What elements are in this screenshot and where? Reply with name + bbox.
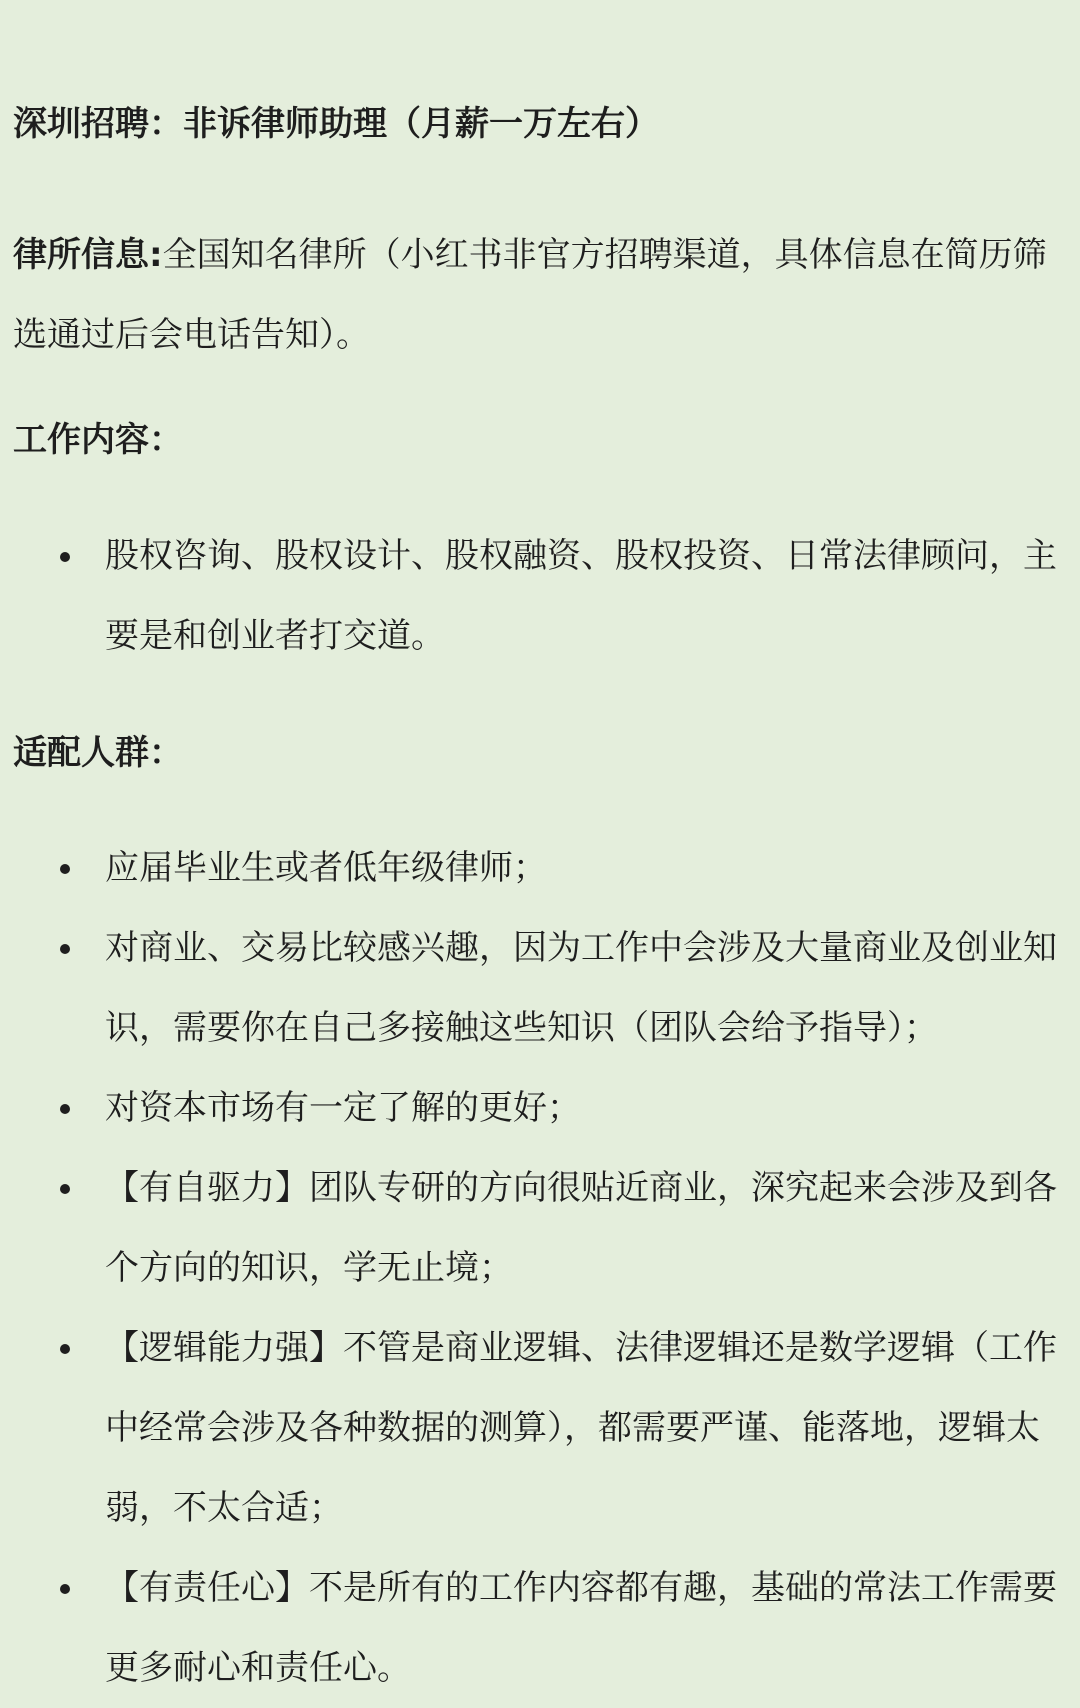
firm-info-text: 全国知名律所（小红书非官方招聘渠道，具体信息在简历筛选通过后会电话告知）。	[13, 235, 1047, 355]
list-item-text: 【有自驱力】团队专研的方向很贴近商业，深究起来会涉及到各个方向的知识，学无止境；	[105, 1168, 1057, 1288]
list-item-text: 【逻辑能力强】不管是商业逻辑、法律逻辑还是数学逻辑（工作中经常会涉及各种数据的测算），都需要严谨、能落地，逻辑太弱，不太合适；	[105, 1328, 1057, 1528]
work-content-heading: 工作内容：	[13, 420, 183, 460]
list-item	[0, 828, 1080, 908]
target-candidates-heading: 适配人群：	[13, 733, 183, 773]
bullet-icon	[60, 552, 70, 562]
work-content-list	[0, 516, 1080, 676]
bullet-icon	[60, 1584, 70, 1594]
firm-info-label: 律所信息:	[13, 235, 163, 275]
list-item-text: 股权咨询、股权设计、股权融资、股权投资、日常法律顾问，主要是和创业者打交道。	[105, 536, 1057, 656]
bullet-icon	[60, 1344, 70, 1354]
list-item-text: 应届毕业生或者低年级律师；	[105, 848, 547, 888]
list-item-text: 对商业、交易比较感兴趣，因为工作中会涉及大量商业及创业知识，需要你在自己多接触这些知识（团队会给予指导）；	[105, 928, 1057, 1048]
post-title: 深圳招聘：非诉律师助理（月薪一万左右）	[13, 104, 659, 144]
bullet-icon	[60, 864, 70, 874]
bullet-icon	[60, 944, 70, 954]
list-item	[0, 908, 1080, 1068]
list-item-text: 【有责任心】不是所有的工作内容都有趣，基础的常法工作需要更多耐心和责任心。	[105, 1568, 1057, 1688]
list-item	[0, 1068, 1080, 1148]
list-item-text: 对资本市场有一定了解的更好；	[105, 1088, 581, 1128]
list-item	[0, 1548, 1080, 1708]
list-item	[0, 516, 1080, 676]
bullet-icon	[60, 1184, 70, 1194]
target-candidates-list	[0, 828, 1080, 1708]
firm-info-paragraph	[13, 215, 1074, 375]
bullet-icon	[60, 1104, 70, 1114]
list-item	[0, 1148, 1080, 1308]
list-item	[0, 1308, 1080, 1548]
